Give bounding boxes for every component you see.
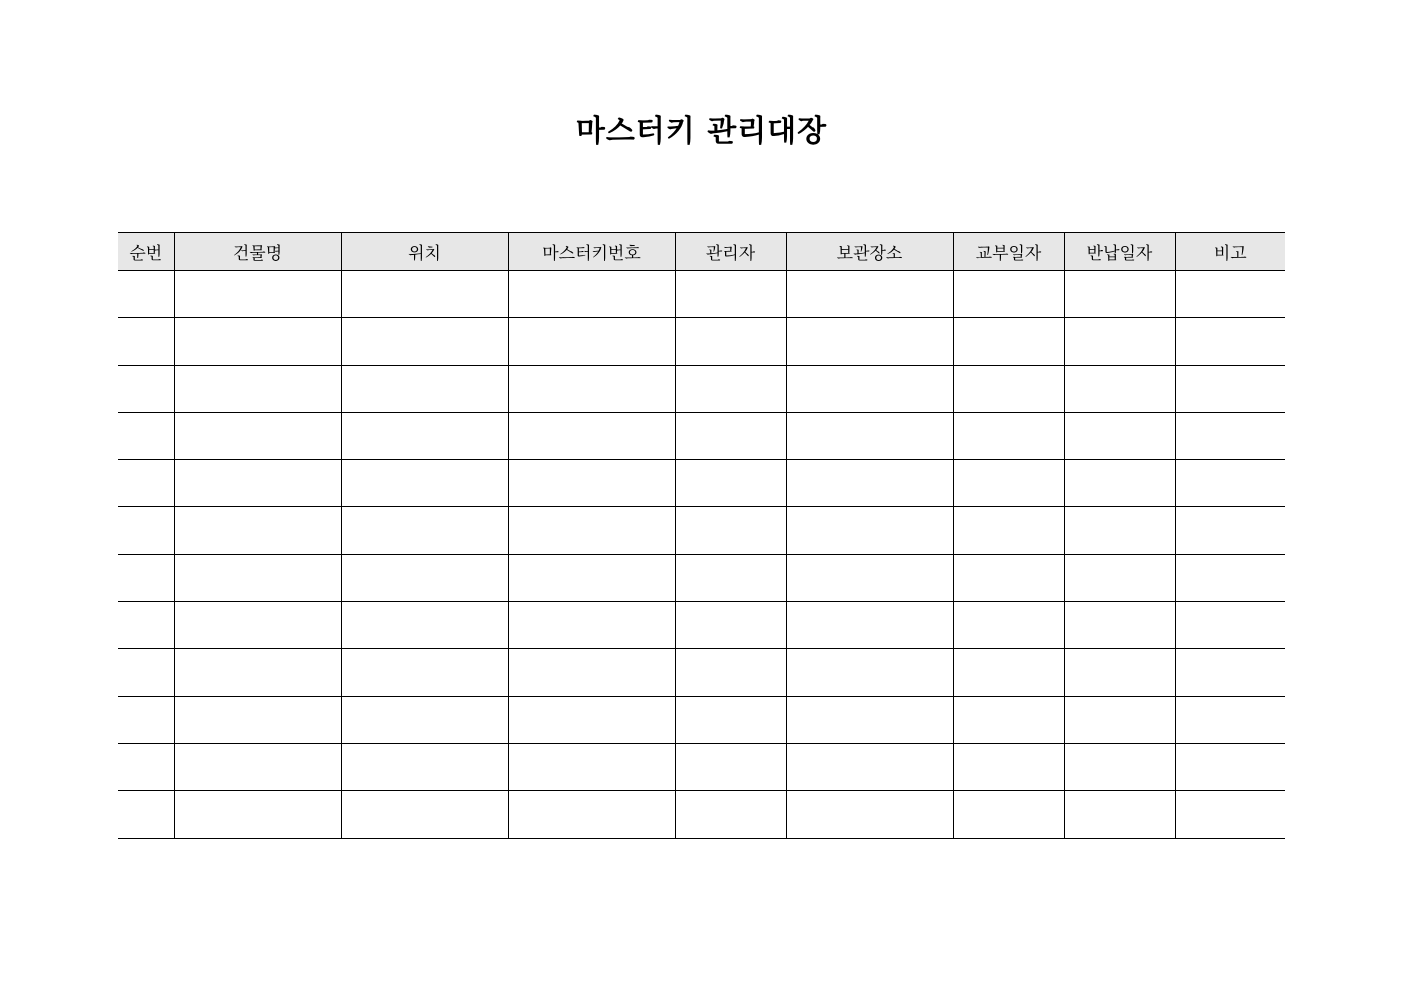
table-row [118,602,1285,649]
table-cell[interactable] [341,412,508,459]
table-row [118,791,1285,838]
table-cell[interactable] [1064,271,1175,318]
table-cell[interactable] [1064,318,1175,365]
table-cell[interactable] [1175,460,1285,507]
table-cell[interactable] [1064,460,1175,507]
column-header-issue-date: 교부일자 [953,233,1064,271]
table-cell[interactable] [953,271,1064,318]
table-cell[interactable] [1064,743,1175,790]
table-cell[interactable] [1175,318,1285,365]
table-cell[interactable] [1175,554,1285,601]
table-row [118,507,1285,554]
table-cell[interactable] [953,460,1064,507]
table-cell[interactable] [508,791,675,838]
table-cell[interactable] [341,271,508,318]
table-cell[interactable] [675,791,786,838]
table-cell[interactable] [1175,602,1285,649]
table-cell[interactable] [174,743,341,790]
table-cell[interactable] [1064,554,1175,601]
table-cell[interactable] [508,554,675,601]
table-row [118,460,1285,507]
table-cell[interactable] [1175,743,1285,790]
table-cell[interactable] [1175,271,1285,318]
table-cell[interactable] [675,696,786,743]
column-header-storage-place: 보관장소 [786,233,953,271]
table-row [118,554,1285,601]
table-cell[interactable] [508,649,675,696]
table-cell[interactable] [953,791,1064,838]
table-cell[interactable] [786,696,953,743]
table-cell[interactable] [341,791,508,838]
table-cell[interactable] [118,318,174,365]
table-row [118,743,1285,790]
table-cell[interactable] [675,365,786,412]
table-cell[interactable] [118,507,174,554]
table-cell[interactable] [786,507,953,554]
table-cell[interactable] [1064,507,1175,554]
table-cell[interactable] [174,696,341,743]
column-header-location: 위치 [341,233,508,271]
table-cell[interactable] [675,412,786,459]
table-cell[interactable] [786,554,953,601]
table-row [118,696,1285,743]
table-cell[interactable] [341,460,508,507]
column-header-building-name: 건물명 [174,233,341,271]
table-cell[interactable] [174,602,341,649]
table-cell[interactable] [508,507,675,554]
table-cell[interactable] [675,318,786,365]
table-cell[interactable] [508,365,675,412]
table-cell[interactable] [1175,507,1285,554]
table-cell[interactable] [675,507,786,554]
table-cell[interactable] [953,412,1064,459]
table-cell[interactable] [508,412,675,459]
table-cell[interactable] [508,743,675,790]
table-cell[interactable] [1175,696,1285,743]
column-header-master-key-number: 마스터키번호 [508,233,675,271]
table-cell[interactable] [118,271,174,318]
table-cell[interactable] [1175,412,1285,459]
table-cell[interactable] [118,791,174,838]
table-cell[interactable] [786,365,953,412]
table-row [118,271,1285,318]
table-cell[interactable] [953,649,1064,696]
table-cell[interactable] [341,602,508,649]
table-cell[interactable] [341,649,508,696]
table-cell[interactable] [118,365,174,412]
table-cell[interactable] [341,507,508,554]
table-cell[interactable] [118,412,174,459]
table-cell[interactable] [118,602,174,649]
table-cell[interactable] [341,554,508,601]
table-cell[interactable] [953,696,1064,743]
table-cell[interactable] [786,412,953,459]
table-cell[interactable] [675,649,786,696]
table-cell[interactable] [1175,365,1285,412]
table-cell[interactable] [675,271,786,318]
table-cell[interactable] [1064,791,1175,838]
master-key-ledger-table [118,232,1285,839]
table-cell[interactable] [508,271,675,318]
table-cell[interactable] [675,460,786,507]
table-cell[interactable] [174,791,341,838]
table-cell[interactable] [953,507,1064,554]
table-row [118,412,1285,459]
table-cell[interactable] [1064,365,1175,412]
table-cell[interactable] [1175,791,1285,838]
table-cell[interactable] [953,602,1064,649]
table-cell[interactable] [174,507,341,554]
table-cell[interactable] [1064,602,1175,649]
table-cell[interactable] [953,743,1064,790]
table-cell[interactable] [118,649,174,696]
table-cell[interactable] [1175,649,1285,696]
table-cell[interactable] [174,554,341,601]
table-cell[interactable] [174,649,341,696]
table-cell[interactable] [508,318,675,365]
table-cell[interactable] [174,365,341,412]
table-cell[interactable] [675,554,786,601]
table-cell[interactable] [341,696,508,743]
table-cell[interactable] [1064,696,1175,743]
table-cell[interactable] [118,696,174,743]
table-cell[interactable] [953,365,1064,412]
table-cell[interactable] [174,412,341,459]
table-cell[interactable] [508,460,675,507]
table-cell[interactable] [341,365,508,412]
table-cell[interactable] [1064,649,1175,696]
table-cell[interactable] [508,696,675,743]
table-cell[interactable] [341,743,508,790]
table-cell[interactable] [786,460,953,507]
table-cell[interactable] [174,460,341,507]
table-row [118,649,1285,696]
column-header-remarks: 비고 [1175,233,1285,271]
table-cell[interactable] [786,791,953,838]
table-row [118,318,1285,365]
table-cell[interactable] [786,602,953,649]
page-title: 마스터키 관리대장 [575,114,828,149]
table-row [118,365,1285,412]
table-cell[interactable] [953,554,1064,601]
table-cell[interactable] [118,743,174,790]
table-cell[interactable] [508,602,675,649]
column-header-manager: 관리자 [675,233,786,271]
table-cell[interactable] [118,554,174,601]
table-cell[interactable] [174,271,341,318]
table-cell[interactable] [1064,412,1175,459]
column-header-number: 순번 [118,233,174,271]
table-cell[interactable] [786,743,953,790]
table-cell[interactable] [786,271,953,318]
table-cell[interactable] [786,649,953,696]
table-cell[interactable] [786,318,953,365]
table-cell[interactable] [953,318,1064,365]
table-header-row [118,233,1285,271]
column-header-return-date: 반납일자 [1064,233,1175,271]
table-cell[interactable] [341,318,508,365]
table-cell[interactable] [174,318,341,365]
table-cell[interactable] [675,743,786,790]
table-cell[interactable] [118,460,174,507]
table-cell[interactable] [675,602,786,649]
table-body [118,271,1285,839]
